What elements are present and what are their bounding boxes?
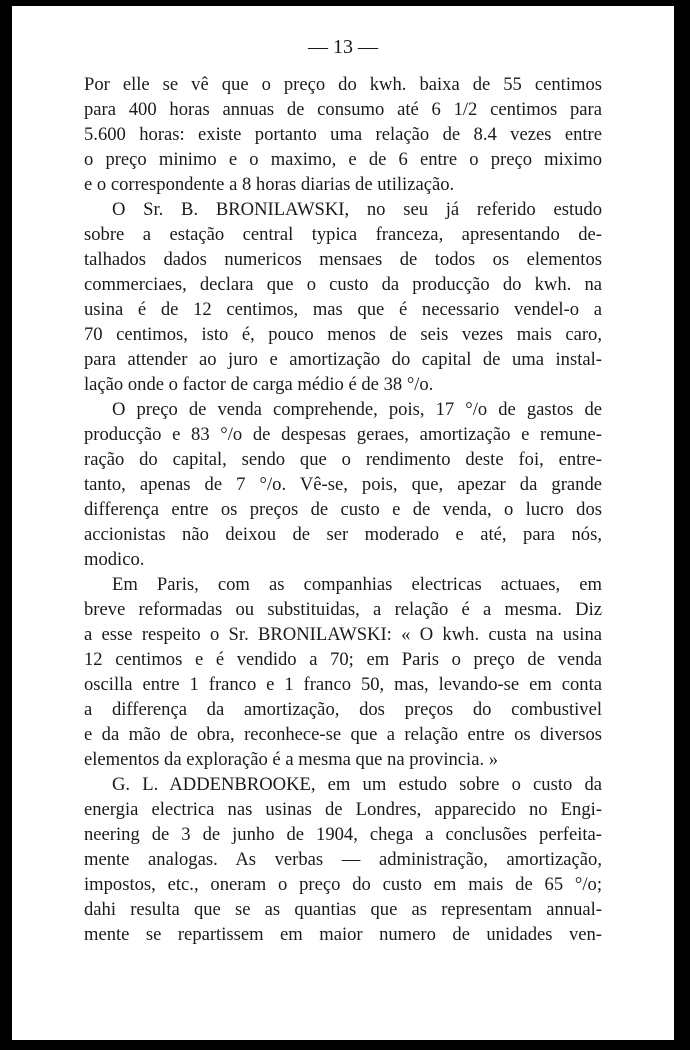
text-line: para 400 horas annuas de consumo até 6 1/2 centimos para <box>84 99 602 120</box>
text-line: 12 centimos e é vendido a 70; em Paris o preço de venda <box>84 649 602 670</box>
text-line: modico. <box>84 549 145 570</box>
text-line: differença entre os preços de custo e de venda, o lucro dos <box>84 499 602 520</box>
body-text <box>84 72 602 947</box>
text-line: e o correspondente a 8 horas diarias de utilização. <box>84 174 455 195</box>
text-line: commerciaes, declara que o custo da producção do kwh. na <box>84 274 602 295</box>
text-line: o preço minimo e o maximo, e de 6 entre o preço miximo <box>84 149 602 170</box>
text-line: lação onde o factor de carga médio é de 38 °/o. <box>84 374 434 395</box>
text-line: producção e 83 °/o de despesas geraes, amortização e remune- <box>84 424 602 445</box>
text-line: 5.600 horas: existe portanto uma relação de 8.4 vezes entre <box>84 124 602 145</box>
text-line: usina é de 12 centimos, mas que é necessario vendel-o a <box>84 299 602 320</box>
text-line: impostos, etc., oneram o preço do custo em mais de 65 °/o; <box>84 874 602 895</box>
text-line: sobre a estação central typica franceza, apresentando de- <box>84 224 602 245</box>
document-page <box>12 6 674 1040</box>
text-line: mente analogas. As verbas — administração, amortização, <box>84 849 602 870</box>
text-line: mente se repartissem em maior numero de unidades ven- <box>84 924 602 945</box>
text-line: a differença da amortização, dos preços do combustivel <box>84 699 602 720</box>
page-number: — 13 — <box>308 36 378 58</box>
text-line: ração do capital, sendo que o rendimento deste foi, entre- <box>84 449 602 470</box>
text-line: accionistas não deixou de ser moderado e até, para nós, <box>84 524 602 545</box>
text-line: elementos da exploração é a mesma que na provincia. » <box>84 749 499 770</box>
text-line: tanto, apenas de 7 °/o. Vê-se, pois, que, apezar da grande <box>84 474 602 495</box>
text-line: O Sr. B. BRONILAWSKI, no seu já referido estudo <box>112 199 602 220</box>
text-line: talhados dados numericos mensaes de todos os elementos <box>84 249 602 270</box>
text-line: neering de 3 de junho de 1904, chega a conclusões perfeita- <box>84 824 602 845</box>
text-line: Por elle se vê que o preço do kwh. baixa de 55 centimos <box>84 74 602 95</box>
text-line: dahi resulta que se as quantias que as representam annual- <box>84 899 602 920</box>
text-line: a esse respeito o Sr. BRONILAWSKI: « O kwh. custa na usina <box>84 624 602 645</box>
text-line: e da mão de obra, reconhece-se que a relação entre os diversos <box>84 724 602 745</box>
text-line: breve reformadas ou substituidas, a relação é a mesma. Diz <box>84 599 602 620</box>
text-line: energia electrica nas usinas de Londres, apparecido no Engi- <box>84 799 602 820</box>
text-line: para attender ao juro e amortização do capital de uma instal- <box>84 349 602 370</box>
text-line: Em Paris, com as companhias electricas actuaes, em <box>112 574 602 595</box>
text-line: G. L. ADDENBROOKE, em um estudo sobre o custo da <box>112 774 602 795</box>
text-line: O preço de venda comprehende, pois, 17 °/o de gastos de <box>112 399 602 420</box>
text-line: oscilla entre 1 franco e 1 franco 50, mas, levando-se em conta <box>84 674 602 695</box>
text-line: 70 centimos, isto é, pouco menos de seis vezes mais caro, <box>84 324 602 345</box>
